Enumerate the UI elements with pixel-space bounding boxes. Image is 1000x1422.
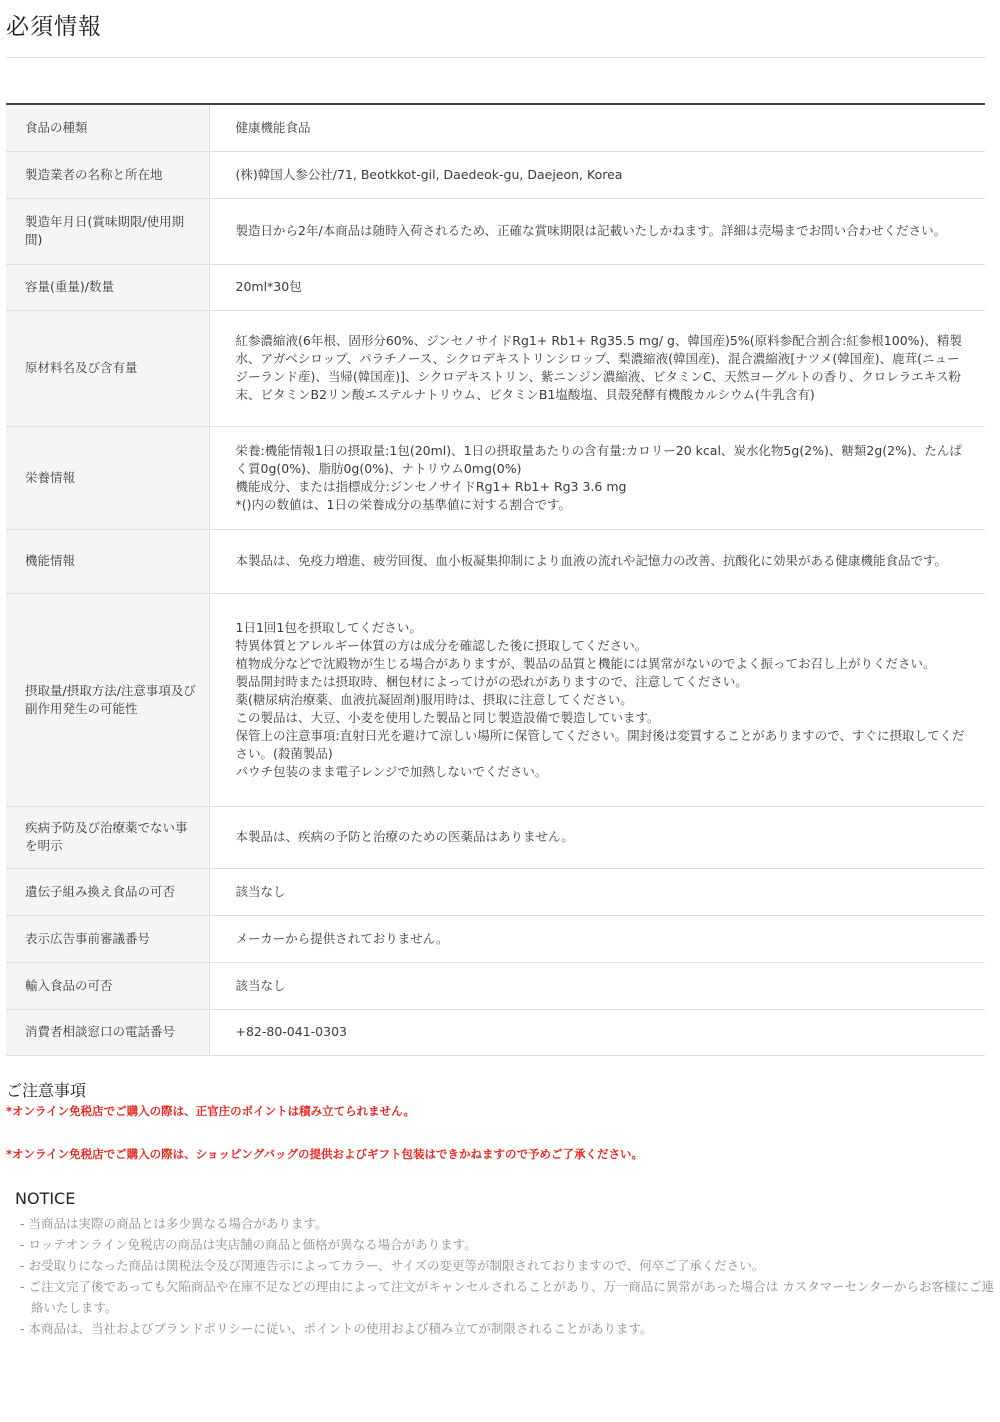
row-label: 輸入食品の可否 bbox=[6, 962, 209, 1009]
row-label: 製造年月日(賞味期限/使用期間) bbox=[6, 198, 209, 264]
row-value: 該当なし bbox=[209, 868, 985, 915]
row-value: 該当なし bbox=[209, 962, 985, 1009]
list-item: - 当商品は実際の商品とは多少異なる場合があります。 bbox=[20, 1216, 328, 1231]
table-row bbox=[6, 198, 985, 264]
row-value: 製造日から2年/本商品は随時入荷されるため、正確な賞味期限は記載いたしかねます。詳細は売場までお問い合わせください。 bbox=[209, 198, 985, 264]
row-label: 機能情報 bbox=[6, 529, 209, 593]
table-row bbox=[6, 806, 985, 868]
table-row bbox=[6, 593, 985, 806]
row-value: (株)韓国人参公社/71, Beotkkot-gil, Daedeok-gu, Daejeon, Korea bbox=[209, 151, 985, 198]
table-row bbox=[6, 1009, 985, 1055]
page-title: 必須情報 bbox=[6, 14, 102, 40]
table-row bbox=[6, 151, 985, 198]
notice-title: ご注意事項 bbox=[6, 1081, 87, 1100]
list-item: - ご注文完了後であっても欠陥商品や在庫不足などの理由によって注文がキャンセルされることがあり、万一商品に異常があった場合は カスタマーセンターからお客様にご連絡いたします。 bbox=[20, 1279, 994, 1315]
list-item: - 本商品は、当社およびブランドポリシーに従い、ポイントの使用および積み立てが制限されることがあります。 bbox=[20, 1321, 653, 1336]
row-value: 本製品は、免疫力増進、疲労回復、血小板凝集抑制により血液の流れや記憶力の改善、抗酸化に効果がある健康機能食品です。 bbox=[209, 529, 985, 593]
table-row bbox=[6, 962, 985, 1009]
gift-wrap-warning: *オンライン免税店でご購入の際は、ショッピングバッグの提供およびギフト包装はできかねますので予めご了承ください。 bbox=[6, 1147, 644, 1161]
table-row bbox=[6, 868, 985, 915]
row-value: 健康機能食品 bbox=[209, 104, 985, 151]
list-item: - お受取りになった商品は関税法令及び関連告示によってカラー、サイズの変更等が制限されておりますので、何卒ご了承ください。 bbox=[20, 1258, 765, 1273]
row-value: 紅参濃縮液(6年根、固形分60%、ジンセノサイドRg1+ Rb1+ Rg35.5 mg/ g、韓国産)5%(原料参配合割合:紅参根100%)、精製水、アガベシロップ、パラチノース、シクロデキストリンシロップ、梨濃縮液(韓国産)、混合濃縮液[ナツメ(韓国産)、鹿茸(ニュージーランド産)、当帰(韓国産)]、シクロデキストリン、紫ニンジン濃縮液、ビタミンC、天然ヨーグルトの香り、クロレラエキス粉末、ビタミンB2リン酸エステルナトリウム、ビタミンB1塩酸塩、貝殻発酵有機酸カルシウム(牛乳含有) bbox=[209, 310, 985, 426]
row-label: 容量(重量)/数量 bbox=[6, 264, 209, 310]
row-label: 摂取量/摂取方法/注意事項及び副作用発生の可能性 bbox=[6, 593, 209, 806]
table-row bbox=[6, 104, 985, 151]
row-value: +82-80-041-0303 bbox=[209, 1009, 985, 1055]
table-row bbox=[6, 264, 985, 310]
row-value: 1日1回1包を摂取してください。 特異体質とアレルギー体質の方は成分を確認した後に摂取してください。 植物成分などで沈殿物が生じる場合がありますが、製品の品質と機能には異常がないのでよく振ってお召し上がりください。 製品開封時または摂取時、梱包材によってけがの恐れがありますので、注意してください。 薬(糖尿病治療薬、血液抗凝固剤)服用時は、摂取に注意してください。 この製品は、大豆、小麦を使用した製品と同じ製造設備で製造しています。 保管上の注意事項:直射日光を避けて涼しい場所に保管してください。開封後は変質することがありますので、すぐに摂取してください。(殺菌製品) パウチ包装のまま電子レンジで加熱しないでください。 bbox=[209, 593, 985, 806]
table-row bbox=[6, 310, 985, 426]
title-divider bbox=[6, 57, 986, 58]
row-label: 栄養情報 bbox=[6, 426, 209, 529]
row-label: 消費者相談窓口の電話番号 bbox=[6, 1009, 209, 1055]
row-label: 表示広告事前審議番号 bbox=[6, 915, 209, 962]
table-row bbox=[6, 426, 985, 529]
row-label: 原材料名及び含有量 bbox=[6, 310, 209, 426]
list-item: - ロッテオンライン免税店の商品は実店舗の商品と価格が異なる場合があります。 bbox=[20, 1237, 477, 1252]
row-value: メーカーから提供されておりません。 bbox=[209, 915, 985, 962]
table-row bbox=[6, 529, 985, 593]
row-label: 遺伝子組み換え食品の可否 bbox=[6, 868, 209, 915]
row-label: 食品の種類 bbox=[6, 104, 209, 151]
row-label: 疾病予防及び治療薬でない事を明示 bbox=[6, 806, 209, 868]
table-row bbox=[6, 915, 985, 962]
required-info-table bbox=[6, 103, 985, 1056]
notice-heading: NOTICE bbox=[15, 1189, 76, 1208]
row-label: 製造業者の名称と所在地 bbox=[6, 151, 209, 198]
point-warning: *オンライン免税店でご購入の際は、正官庄のポイントは積み立てられません。 bbox=[6, 1104, 415, 1118]
row-value: 栄養:機能情報1日の摂取量:1包(20ml)、1日の摂取量あたりの含有量:カロリー20 kcal、炭水化物5g(2%)、糖類2g(2%)、たんぱく質0g(0%)、脂肪0g(0%)、ナトリウム0mg(0%) 機能成分、または指標成分:ジンセノサイドRg1+ Rb1+ Rg3 3.6 mg *()内の数値は、1日の栄養成分の基準値に対する割合です。 bbox=[209, 426, 985, 529]
notice-list bbox=[20, 1213, 995, 1339]
row-value: 20ml*30包 bbox=[209, 264, 985, 310]
row-value: 本製品は、疾病の予防と治療のための医薬品はありません。 bbox=[209, 806, 985, 868]
